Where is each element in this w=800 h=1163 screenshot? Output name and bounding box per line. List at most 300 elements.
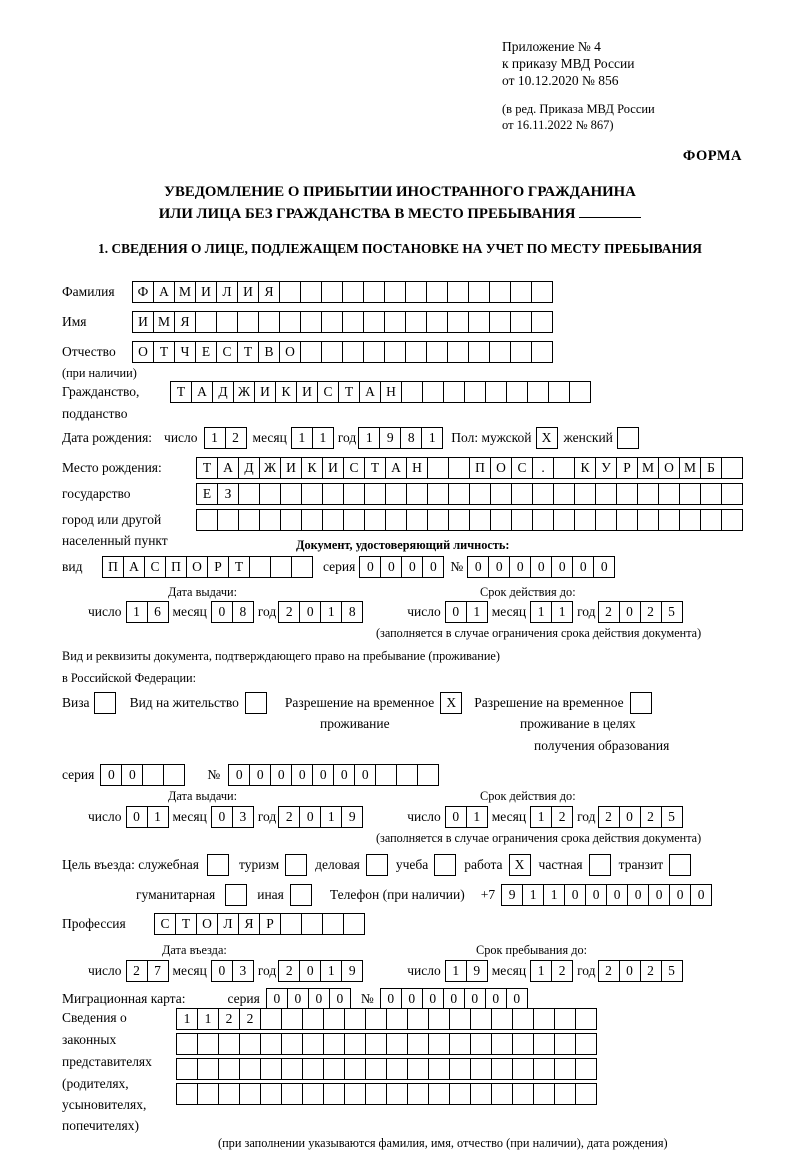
form-cell[interactable] bbox=[469, 509, 491, 531]
form-cell[interactable] bbox=[197, 1058, 219, 1080]
form-cell[interactable] bbox=[554, 1008, 576, 1030]
form-cell[interactable] bbox=[291, 556, 313, 578]
legal-rep-input-row-4[interactable] bbox=[176, 1083, 597, 1105]
form-cell[interactable] bbox=[443, 381, 465, 403]
form-cell[interactable]: 0 bbox=[509, 556, 531, 578]
legal-rep-input-row-1[interactable] bbox=[176, 1008, 597, 1030]
form-cell[interactable] bbox=[176, 1058, 198, 1080]
form-cell[interactable] bbox=[396, 764, 418, 786]
form-cell[interactable] bbox=[595, 483, 617, 505]
form-cell[interactable] bbox=[533, 1008, 555, 1030]
form-cell[interactable] bbox=[343, 913, 365, 935]
stay-valid-year-input[interactable] bbox=[598, 806, 683, 828]
form-cell[interactable]: 0 bbox=[690, 884, 712, 906]
form-cell[interactable]: У bbox=[595, 457, 617, 479]
form-cell[interactable] bbox=[489, 341, 511, 363]
form-cell[interactable]: 1 bbox=[466, 806, 488, 828]
form-cell[interactable] bbox=[428, 1058, 450, 1080]
form-cell[interactable] bbox=[658, 483, 680, 505]
form-cell[interactable]: 0 bbox=[211, 806, 233, 828]
stay-series-input[interactable] bbox=[100, 764, 185, 786]
form-cell[interactable]: 0 bbox=[287, 988, 309, 1010]
form-cell[interactable]: 1 bbox=[320, 601, 342, 623]
stay-end-month-input[interactable] bbox=[530, 960, 573, 982]
form-cell[interactable] bbox=[300, 311, 322, 333]
form-cell[interactable] bbox=[470, 1083, 492, 1105]
form-cell[interactable]: 9 bbox=[379, 427, 401, 449]
temp-residence-checkbox[interactable]: X bbox=[440, 692, 462, 714]
form-cell[interactable]: 0 bbox=[506, 988, 528, 1010]
form-cell[interactable] bbox=[658, 509, 680, 531]
doc-kind-input[interactable] bbox=[102, 556, 313, 578]
form-cell[interactable]: А bbox=[385, 457, 407, 479]
form-cell[interactable]: Т bbox=[170, 381, 192, 403]
form-cell[interactable]: 0 bbox=[329, 988, 351, 1010]
form-cell[interactable]: 0 bbox=[291, 764, 313, 786]
form-cell[interactable] bbox=[363, 311, 385, 333]
form-cell[interactable] bbox=[427, 483, 449, 505]
form-cell[interactable] bbox=[365, 1083, 387, 1105]
form-cell[interactable]: С bbox=[154, 913, 176, 935]
surname-input[interactable] bbox=[132, 281, 553, 303]
form-cell[interactable] bbox=[384, 341, 406, 363]
form-cell[interactable] bbox=[259, 509, 281, 531]
birth-year-input[interactable] bbox=[358, 427, 443, 449]
form-cell[interactable] bbox=[531, 341, 553, 363]
form-cell[interactable]: 1 bbox=[421, 427, 443, 449]
form-cell[interactable] bbox=[721, 457, 743, 479]
form-cell[interactable]: 0 bbox=[270, 764, 292, 786]
form-cell[interactable] bbox=[239, 1058, 261, 1080]
form-cell[interactable]: 2 bbox=[551, 960, 573, 982]
form-cell[interactable] bbox=[238, 509, 260, 531]
form-cell[interactable] bbox=[575, 1008, 597, 1030]
form-cell[interactable] bbox=[512, 1058, 534, 1080]
form-cell[interactable]: И bbox=[280, 457, 302, 479]
birthplace-city-input-row2[interactable] bbox=[196, 483, 743, 505]
form-cell[interactable] bbox=[281, 1058, 303, 1080]
form-cell[interactable] bbox=[616, 483, 638, 505]
form-cell[interactable]: 1 bbox=[126, 601, 148, 623]
form-cell[interactable] bbox=[426, 281, 448, 303]
form-cell[interactable]: О bbox=[279, 341, 301, 363]
form-cell[interactable]: 2 bbox=[598, 601, 620, 623]
form-cell[interactable] bbox=[302, 1058, 324, 1080]
form-cell[interactable] bbox=[301, 913, 323, 935]
form-cell[interactable]: 0 bbox=[551, 556, 573, 578]
form-cell[interactable]: 2 bbox=[640, 806, 662, 828]
form-cell[interactable]: И bbox=[322, 457, 344, 479]
form-cell[interactable] bbox=[323, 1033, 345, 1055]
form-cell[interactable]: О bbox=[186, 556, 208, 578]
form-cell[interactable] bbox=[195, 311, 217, 333]
form-cell[interactable] bbox=[490, 509, 512, 531]
form-cell[interactable]: 2 bbox=[278, 960, 300, 982]
form-cell[interactable]: З bbox=[217, 483, 239, 505]
form-cell[interactable] bbox=[218, 1083, 240, 1105]
form-cell[interactable]: 2 bbox=[640, 601, 662, 623]
form-cell[interactable] bbox=[533, 1033, 555, 1055]
form-cell[interactable]: 2 bbox=[278, 806, 300, 828]
doc-valid-day-input[interactable] bbox=[445, 601, 488, 623]
form-cell[interactable] bbox=[216, 311, 238, 333]
form-cell[interactable] bbox=[679, 483, 701, 505]
form-cell[interactable]: 0 bbox=[249, 764, 271, 786]
stay-issue-month-input[interactable] bbox=[211, 806, 254, 828]
form-cell[interactable] bbox=[279, 311, 301, 333]
form-cell[interactable]: 0 bbox=[333, 764, 355, 786]
form-cell[interactable] bbox=[510, 311, 532, 333]
form-cell[interactable]: 0 bbox=[100, 764, 122, 786]
form-cell[interactable]: 3 bbox=[232, 806, 254, 828]
form-cell[interactable] bbox=[533, 1058, 555, 1080]
form-cell[interactable]: 1 bbox=[530, 601, 552, 623]
form-cell[interactable] bbox=[343, 483, 365, 505]
form-cell[interactable] bbox=[449, 1058, 471, 1080]
form-cell[interactable] bbox=[468, 311, 490, 333]
form-cell[interactable] bbox=[142, 764, 164, 786]
patronymic-input[interactable] bbox=[132, 341, 553, 363]
form-cell[interactable]: О bbox=[132, 341, 154, 363]
form-cell[interactable]: 0 bbox=[606, 884, 628, 906]
form-cell[interactable]: 1 bbox=[551, 601, 573, 623]
entry-month-input[interactable] bbox=[211, 960, 254, 982]
form-cell[interactable]: 1 bbox=[176, 1008, 198, 1030]
form-cell[interactable] bbox=[363, 341, 385, 363]
form-cell[interactable] bbox=[569, 381, 591, 403]
form-cell[interactable] bbox=[405, 341, 427, 363]
form-cell[interactable]: И bbox=[195, 281, 217, 303]
form-cell[interactable] bbox=[280, 509, 302, 531]
form-cell[interactable] bbox=[491, 1083, 513, 1105]
form-cell[interactable] bbox=[512, 1033, 534, 1055]
form-cell[interactable] bbox=[342, 311, 364, 333]
purpose-other-checkbox[interactable] bbox=[290, 884, 312, 906]
form-cell[interactable]: 0 bbox=[126, 806, 148, 828]
form-cell[interactable] bbox=[322, 483, 344, 505]
form-cell[interactable]: 1 bbox=[320, 960, 342, 982]
form-cell[interactable] bbox=[448, 509, 470, 531]
form-cell[interactable] bbox=[260, 1033, 282, 1055]
form-cell[interactable]: М bbox=[679, 457, 701, 479]
form-cell[interactable] bbox=[407, 1008, 429, 1030]
form-cell[interactable]: 0 bbox=[422, 556, 444, 578]
form-cell[interactable]: 5 bbox=[661, 601, 683, 623]
migration-number-input[interactable] bbox=[380, 988, 528, 1010]
form-cell[interactable] bbox=[491, 1058, 513, 1080]
form-cell[interactable]: 0 bbox=[266, 988, 288, 1010]
form-cell[interactable] bbox=[163, 764, 185, 786]
form-cell[interactable] bbox=[301, 509, 323, 531]
form-cell[interactable] bbox=[448, 483, 470, 505]
form-cell[interactable]: Р bbox=[616, 457, 638, 479]
form-cell[interactable] bbox=[575, 1083, 597, 1105]
form-cell[interactable] bbox=[375, 764, 397, 786]
stay-end-day-input[interactable] bbox=[445, 960, 488, 982]
form-cell[interactable]: 1 bbox=[197, 1008, 219, 1030]
form-cell[interactable]: Е bbox=[196, 483, 218, 505]
doc-series-input[interactable] bbox=[359, 556, 444, 578]
legal-rep-input-row-2[interactable] bbox=[176, 1033, 597, 1055]
form-cell[interactable]: М bbox=[153, 311, 175, 333]
form-cell[interactable]: 1 bbox=[530, 806, 552, 828]
form-cell[interactable] bbox=[553, 509, 575, 531]
form-cell[interactable] bbox=[258, 311, 280, 333]
form-cell[interactable] bbox=[280, 483, 302, 505]
form-cell[interactable] bbox=[511, 509, 533, 531]
form-cell[interactable]: Р bbox=[259, 913, 281, 935]
form-cell[interactable] bbox=[448, 457, 470, 479]
form-cell[interactable] bbox=[510, 341, 532, 363]
form-cell[interactable]: 2 bbox=[126, 960, 148, 982]
form-cell[interactable] bbox=[365, 1058, 387, 1080]
purpose-business-checkbox[interactable] bbox=[366, 854, 388, 876]
form-cell[interactable]: И bbox=[132, 311, 154, 333]
form-cell[interactable] bbox=[365, 1008, 387, 1030]
form-cell[interactable] bbox=[407, 1058, 429, 1080]
form-cell[interactable] bbox=[532, 509, 554, 531]
form-cell[interactable] bbox=[533, 1083, 555, 1105]
form-cell[interactable]: С bbox=[511, 457, 533, 479]
purpose-service-checkbox[interactable] bbox=[207, 854, 229, 876]
stay-issue-day-input[interactable] bbox=[126, 806, 169, 828]
form-cell[interactable]: 5 bbox=[661, 806, 683, 828]
form-cell[interactable]: 1 bbox=[147, 806, 169, 828]
citizenship-input[interactable] bbox=[170, 381, 591, 403]
form-cell[interactable] bbox=[721, 509, 743, 531]
form-cell[interactable]: С bbox=[317, 381, 339, 403]
form-cell[interactable]: 1 bbox=[466, 601, 488, 623]
form-cell[interactable]: К bbox=[301, 457, 323, 479]
purpose-tourism-checkbox[interactable] bbox=[285, 854, 307, 876]
form-cell[interactable] bbox=[384, 281, 406, 303]
doc-number-input[interactable] bbox=[467, 556, 615, 578]
form-cell[interactable]: 1 bbox=[358, 427, 380, 449]
form-cell[interactable] bbox=[364, 509, 386, 531]
form-cell[interactable] bbox=[344, 1058, 366, 1080]
form-cell[interactable]: 0 bbox=[211, 960, 233, 982]
form-cell[interactable] bbox=[405, 281, 427, 303]
form-cell[interactable]: К bbox=[275, 381, 297, 403]
form-cell[interactable] bbox=[300, 341, 322, 363]
form-cell[interactable] bbox=[428, 1083, 450, 1105]
form-cell[interactable] bbox=[470, 1033, 492, 1055]
purpose-work-checkbox[interactable]: X bbox=[509, 854, 531, 876]
form-cell[interactable] bbox=[637, 509, 659, 531]
form-cell[interactable] bbox=[260, 1008, 282, 1030]
form-cell[interactable] bbox=[321, 341, 343, 363]
form-cell[interactable]: Я bbox=[258, 281, 280, 303]
form-cell[interactable] bbox=[280, 913, 302, 935]
form-cell[interactable]: 2 bbox=[551, 806, 573, 828]
form-cell[interactable] bbox=[279, 281, 301, 303]
form-cell[interactable] bbox=[237, 311, 259, 333]
form-cell[interactable] bbox=[464, 381, 486, 403]
form-cell[interactable] bbox=[554, 1083, 576, 1105]
birthplace-city-input-row3[interactable] bbox=[196, 509, 743, 531]
form-cell[interactable]: 9 bbox=[466, 960, 488, 982]
form-cell[interactable] bbox=[302, 1033, 324, 1055]
form-cell[interactable] bbox=[426, 341, 448, 363]
form-cell[interactable] bbox=[344, 1083, 366, 1105]
form-cell[interactable] bbox=[679, 509, 701, 531]
doc-issue-month-input[interactable] bbox=[211, 601, 254, 623]
form-cell[interactable]: 0 bbox=[467, 556, 489, 578]
form-cell[interactable]: В bbox=[258, 341, 280, 363]
form-cell[interactable] bbox=[449, 1033, 471, 1055]
form-cell[interactable] bbox=[527, 381, 549, 403]
form-cell[interactable]: 0 bbox=[401, 988, 423, 1010]
form-cell[interactable] bbox=[532, 483, 554, 505]
form-cell[interactable]: 0 bbox=[593, 556, 615, 578]
form-cell[interactable]: Ч bbox=[174, 341, 196, 363]
form-cell[interactable] bbox=[575, 1058, 597, 1080]
form-cell[interactable]: 2 bbox=[640, 960, 662, 982]
form-cell[interactable]: 1 bbox=[291, 427, 313, 449]
form-cell[interactable]: П bbox=[469, 457, 491, 479]
form-cell[interactable]: Т bbox=[338, 381, 360, 403]
form-cell[interactable]: 0 bbox=[485, 988, 507, 1010]
phone-input[interactable] bbox=[501, 884, 712, 906]
form-cell[interactable] bbox=[386, 1058, 408, 1080]
sex-male-checkbox[interactable]: X bbox=[536, 427, 558, 449]
form-cell[interactable] bbox=[447, 311, 469, 333]
form-cell[interactable] bbox=[301, 483, 323, 505]
form-cell[interactable] bbox=[422, 381, 444, 403]
form-cell[interactable]: А bbox=[153, 281, 175, 303]
form-cell[interactable] bbox=[407, 1083, 429, 1105]
form-cell[interactable]: 0 bbox=[627, 884, 649, 906]
stay-end-year-input[interactable] bbox=[598, 960, 683, 982]
entry-year-input[interactable] bbox=[278, 960, 363, 982]
name-input[interactable] bbox=[132, 311, 553, 333]
form-cell[interactable]: 2 bbox=[278, 601, 300, 623]
form-cell[interactable]: С bbox=[216, 341, 238, 363]
form-cell[interactable]: 0 bbox=[619, 960, 641, 982]
form-cell[interactable] bbox=[302, 1083, 324, 1105]
form-cell[interactable] bbox=[426, 311, 448, 333]
form-cell[interactable] bbox=[218, 1033, 240, 1055]
form-cell[interactable]: 2 bbox=[218, 1008, 240, 1030]
form-cell[interactable]: А bbox=[359, 381, 381, 403]
form-cell[interactable] bbox=[196, 509, 218, 531]
form-cell[interactable] bbox=[553, 483, 575, 505]
form-cell[interactable] bbox=[574, 509, 596, 531]
purpose-transit-checkbox[interactable] bbox=[669, 854, 691, 876]
form-cell[interactable]: Я bbox=[174, 311, 196, 333]
birth-month-input[interactable] bbox=[291, 427, 334, 449]
form-cell[interactable]: Т bbox=[196, 457, 218, 479]
form-cell[interactable]: 0 bbox=[422, 988, 444, 1010]
form-cell[interactable]: 8 bbox=[232, 601, 254, 623]
form-cell[interactable]: 0 bbox=[308, 988, 330, 1010]
form-cell[interactable] bbox=[386, 1033, 408, 1055]
form-cell[interactable] bbox=[344, 1008, 366, 1030]
form-cell[interactable] bbox=[176, 1033, 198, 1055]
form-cell[interactable]: 2 bbox=[225, 427, 247, 449]
form-cell[interactable] bbox=[218, 1058, 240, 1080]
form-cell[interactable] bbox=[321, 311, 343, 333]
form-cell[interactable]: 0 bbox=[564, 884, 586, 906]
form-cell[interactable]: 1 bbox=[320, 806, 342, 828]
form-cell[interactable] bbox=[281, 1008, 303, 1030]
form-cell[interactable]: О bbox=[658, 457, 680, 479]
stay-issue-year-input[interactable] bbox=[278, 806, 363, 828]
form-cell[interactable] bbox=[300, 281, 322, 303]
form-cell[interactable]: М bbox=[174, 281, 196, 303]
form-cell[interactable]: Т bbox=[175, 913, 197, 935]
form-cell[interactable]: 1 bbox=[312, 427, 334, 449]
form-cell[interactable] bbox=[574, 483, 596, 505]
form-cell[interactable]: 0 bbox=[669, 884, 691, 906]
form-cell[interactable] bbox=[401, 381, 423, 403]
form-cell[interactable]: 2 bbox=[598, 960, 620, 982]
legal-rep-input-row-3[interactable] bbox=[176, 1058, 597, 1080]
doc-issue-day-input[interactable] bbox=[126, 601, 169, 623]
form-cell[interactable]: 0 bbox=[359, 556, 381, 578]
form-cell[interactable]: Ж bbox=[259, 457, 281, 479]
form-cell[interactable] bbox=[217, 509, 239, 531]
doc-valid-year-input[interactable] bbox=[598, 601, 683, 623]
form-cell[interactable]: 0 bbox=[312, 764, 334, 786]
form-cell[interactable] bbox=[323, 1058, 345, 1080]
form-cell[interactable]: С bbox=[343, 457, 365, 479]
form-cell[interactable] bbox=[270, 556, 292, 578]
form-cell[interactable] bbox=[428, 1033, 450, 1055]
form-cell[interactable]: 1 bbox=[530, 960, 552, 982]
doc-valid-month-input[interactable] bbox=[530, 601, 573, 623]
form-cell[interactable]: Ф bbox=[132, 281, 154, 303]
form-cell[interactable]: Т bbox=[228, 556, 250, 578]
form-cell[interactable]: 1 bbox=[543, 884, 565, 906]
form-cell[interactable]: Н bbox=[380, 381, 402, 403]
form-cell[interactable] bbox=[385, 483, 407, 505]
form-cell[interactable] bbox=[553, 457, 575, 479]
form-cell[interactable] bbox=[386, 1008, 408, 1030]
form-cell[interactable] bbox=[365, 1033, 387, 1055]
form-cell[interactable] bbox=[427, 457, 449, 479]
form-cell[interactable] bbox=[238, 483, 260, 505]
form-cell[interactable]: 0 bbox=[464, 988, 486, 1010]
stay-valid-month-input[interactable] bbox=[530, 806, 573, 828]
form-cell[interactable] bbox=[449, 1008, 471, 1030]
form-cell[interactable]: 0 bbox=[445, 806, 467, 828]
birthplace-state-input[interactable] bbox=[196, 457, 743, 479]
form-cell[interactable] bbox=[468, 341, 490, 363]
form-cell[interactable]: 0 bbox=[299, 960, 321, 982]
purpose-study-checkbox[interactable] bbox=[434, 854, 456, 876]
form-cell[interactable] bbox=[616, 509, 638, 531]
sex-female-checkbox[interactable] bbox=[617, 427, 639, 449]
form-cell[interactable] bbox=[344, 1033, 366, 1055]
form-cell[interactable]: А bbox=[217, 457, 239, 479]
form-cell[interactable] bbox=[342, 281, 364, 303]
form-cell[interactable]: 0 bbox=[585, 884, 607, 906]
form-cell[interactable]: 2 bbox=[239, 1008, 261, 1030]
stay-number-input[interactable] bbox=[228, 764, 439, 786]
form-cell[interactable]: 0 bbox=[488, 556, 510, 578]
form-cell[interactable]: О bbox=[490, 457, 512, 479]
form-cell[interactable] bbox=[531, 281, 553, 303]
form-cell[interactable] bbox=[322, 913, 344, 935]
form-cell[interactable]: Т bbox=[237, 341, 259, 363]
form-cell[interactable] bbox=[364, 483, 386, 505]
form-cell[interactable] bbox=[721, 483, 743, 505]
form-cell[interactable]: Д bbox=[212, 381, 234, 403]
form-cell[interactable]: 8 bbox=[400, 427, 422, 449]
form-cell[interactable]: П bbox=[165, 556, 187, 578]
form-cell[interactable]: П bbox=[102, 556, 124, 578]
